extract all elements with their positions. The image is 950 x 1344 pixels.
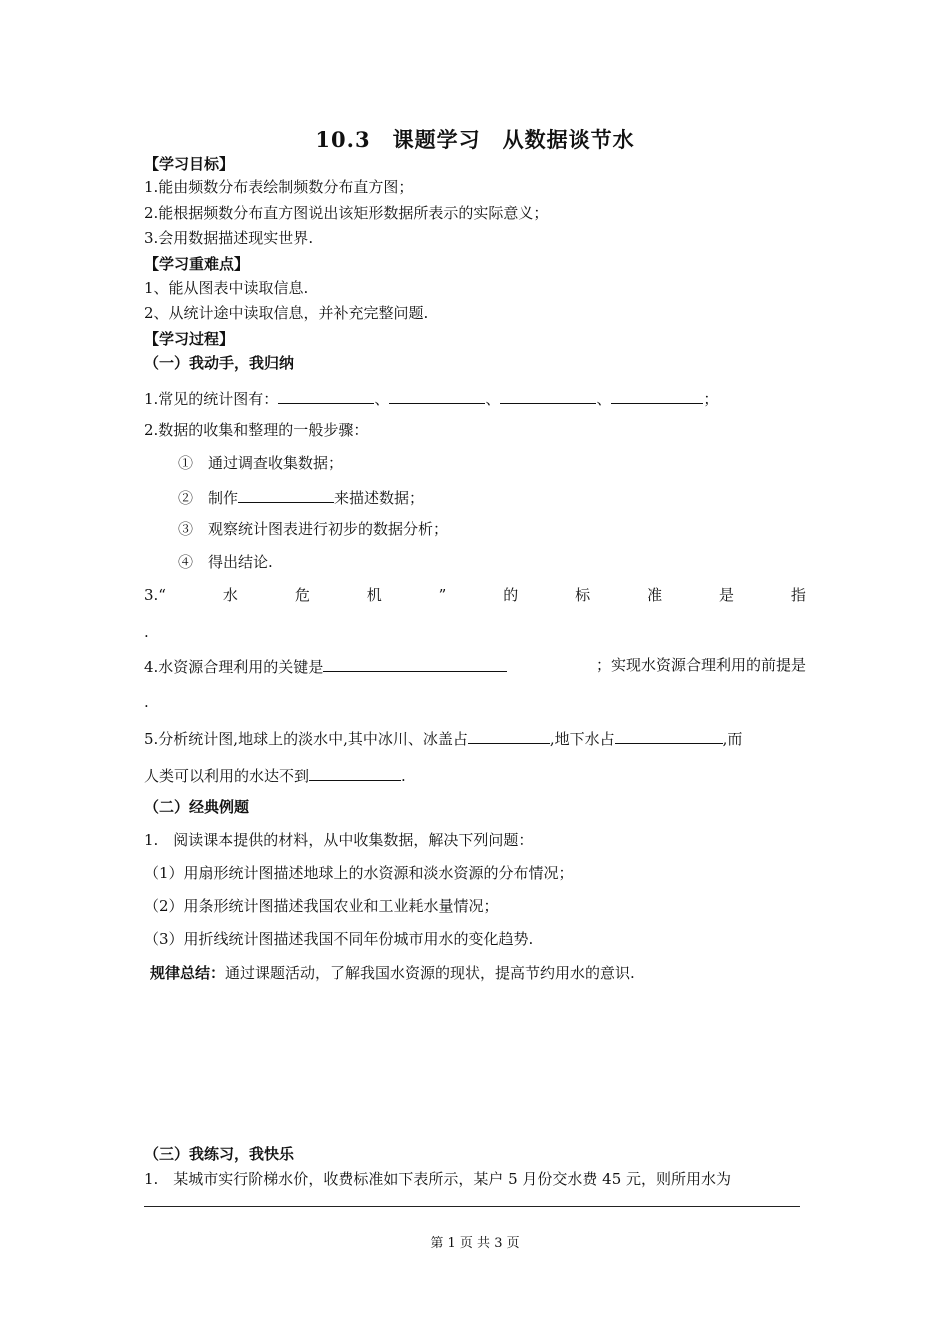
example-sub-1: （1）用扇形统计图描述地球上的水资源和淡水资源的分布情况； [144,864,574,882]
answer-blank[interactable] [615,727,723,744]
page-title: 10.3 课题学习 从数据谈节水 [315,127,635,152]
separator: 、 [374,390,390,408]
step-2-suffix: 来描述数据； [334,489,425,507]
question-1 [144,387,718,409]
step-3: ③ 观察统计图表进行初步的数据分析； [178,520,449,538]
example-sub-3: （3）用折线统计图描述我国不同年份城市用水的变化趋势. [144,930,534,948]
answer-blank[interactable] [611,387,703,404]
q3-char: 3.“ [144,586,166,604]
q5-line2-end: . [401,767,406,785]
q3-char: 指 [790,586,806,604]
objectives-heading: 【学习目标】 [144,155,235,173]
part1-heading: （一）我动手，我归纳 [144,354,295,372]
question-4-end: . [144,693,149,711]
question-3-end: . [144,623,149,641]
separator: 、 [485,390,501,408]
q5-line2-prefix: 人类可以利用的水达不到 [144,767,310,785]
question-5 [144,727,806,749]
part3-heading: （三）我练习，我快乐 [144,1145,295,1163]
q3-char: 的 [503,586,519,604]
key-points-heading: 【学习重难点】 [144,255,250,273]
q1-end: ； [703,390,719,408]
answer-blank[interactable] [309,764,401,781]
answer-blank[interactable] [278,387,374,404]
q4-prefix: 4.水资源合理利用的关键是 [144,658,324,676]
q5-mid: ,地下水占 [549,730,615,748]
footer-divider [144,1206,800,1207]
question-2: 2.数据的收集和整理的一般步骤： [144,421,369,439]
key-point-item: 2、从统计途中读取信息，并补充完整问题. [144,304,429,322]
rule-summary [150,963,635,983]
q4-mid: ；实现水资源合理利用的前提是 [595,656,806,674]
q5-end: ,而 [722,730,743,748]
step-4: ④ 得出结论. [178,553,273,571]
objective-item: 2.能根据频数分布直方图说出该矩形数据所表示的实际意义； [144,204,549,222]
answer-blank[interactable] [238,486,334,503]
question-5-line2 [144,764,406,786]
part2-heading: （二）经典例题 [144,798,250,816]
q1-prefix: 1.常见的统计图有： [144,390,279,408]
step-1: ① 通过调查收集数据； [178,454,344,472]
answer-blank[interactable] [500,387,596,404]
answer-blank[interactable] [468,727,550,744]
step-2-prefix: ② 制作 [178,489,239,507]
question-3 [144,585,806,605]
page-footer: 第 1 页 共 3 页 [430,1236,520,1251]
summary-label: 规律总结： [150,964,226,982]
q5-prefix: 5.分析统计图,地球上的淡水中,其中冰川、冰盖占 [144,730,468,748]
step-2 [178,486,424,508]
answer-blank[interactable] [323,655,507,672]
example-question-1: 1. 阅读课本提供的材料，从中收集数据，解决下列问题： [144,831,534,849]
practice-question-1: 1. 某城市实行阶梯水价，收费标准如下表所示，某户 5 月份交水费 45 元，则所用水为 [144,1170,732,1188]
q3-char: 机 [366,586,382,604]
objective-item: 1.能由频数分布表绘制频数分布直方图； [144,178,414,196]
objective-item: 3.会用数据描述现实世界. [144,229,314,247]
q3-char: 水 [222,586,238,604]
q3-char: 准 [647,586,663,604]
q3-char: 标 [575,586,591,604]
example-sub-2: （2）用条形统计图描述我国农业和工业耗水量情况； [144,897,499,915]
summary-text: 通过课题活动，了解我国水资源的现状，提高节约用水的意识. [225,964,635,982]
q3-char: ” [438,586,447,604]
q3-char: 危 [294,586,310,604]
process-heading: 【学习过程】 [144,330,235,348]
q3-char: 是 [719,586,735,604]
key-point-item: 1、能从图表中读取信息. [144,279,309,297]
answer-blank[interactable] [389,387,485,404]
separator: 、 [596,390,612,408]
question-4 [144,655,806,677]
